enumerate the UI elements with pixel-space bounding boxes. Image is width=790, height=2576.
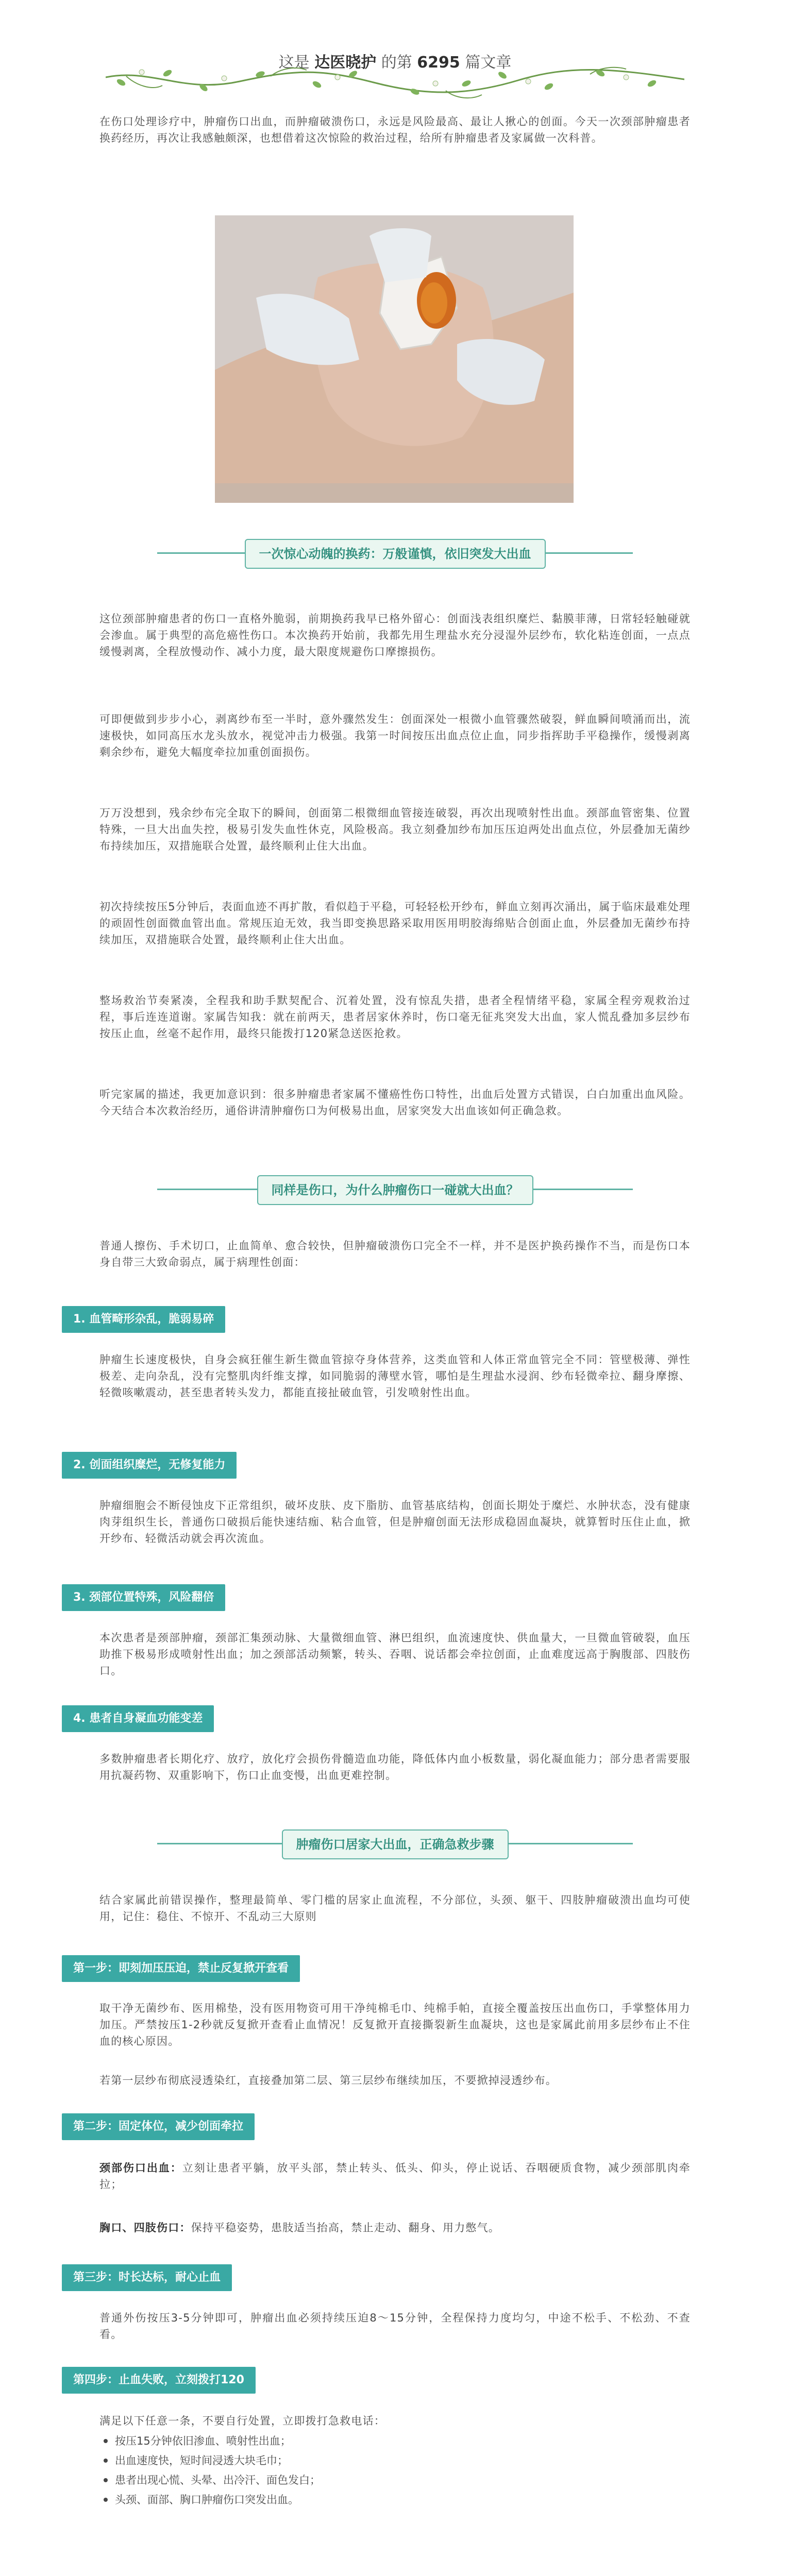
point-text: 多数肿瘤患者长期化疗、放疗，放化疗会损伤骨髓造血功能，降低体内血小板数量，弱化凝血能力；部分患者需要服用抗凝药物、双重影响下，伤口止血变慢，出血更难控制。	[99, 1753, 691, 1782]
list-item: 按压15分钟依旧渗血、喷射性出血；	[99, 2433, 691, 2449]
list-item: 患者出现心慌、头晕、出冷汗、面色发白；	[99, 2472, 691, 2488]
step-2-item: 颈部伤口出血：立刻让患者平躺，放平头部，禁止转头、低头、仰头，停止说话、吞咽硬质食物，减少颈部肌肉牵拉；	[99, 2162, 691, 2191]
step-4-heading: 第四步：止血失败，立刻拨打120	[62, 2367, 256, 2394]
point-text: 本次患者是颈部肿瘤，颈部汇集颈动脉、大量微细血管、淋巴组织，血流速度快、供血量大，一旦微血管破裂，血压助推下极易形成喷射性出血；加之颈部活动频繁，转头、吞咽、说话都会牵拉创面，止血难度远高于胸腹部、四肢伤口。	[99, 1632, 691, 1677]
bullet-icon	[104, 2478, 108, 2482]
step-1-text: 取干净无菌纱布、医用棉垫，没有医用物资可用干净纯棉毛巾、纯棉手帕，直接全覆盖按压出血伤口，手掌整体用力加压。严禁按压1-2秒就反复掀开查看止血情况！反复掀开直接撕裂新生血凝块，这也是家属此前用多层纱布止不住血的核心原因。	[99, 2002, 691, 2047]
section1-paragraph: 初次持续按压5分钟后，表面血迹不再扩散，看似趋于平稳，可轻轻松开纱布，鲜血立刻再次涌出，属于临床最难处理的顽固性创面微血管出血。常规压迫无效，我当即变换思路采取用医用明胶海绵贴合创面止血，外层叠加无菌纱布持续加压，双措施联合处置，最终顺利止住大出血。	[99, 901, 691, 946]
article-number: 6295	[417, 54, 460, 72]
subheading-vessel: 1. 血管畸形杂乱，脆弱易碎	[62, 1306, 225, 1333]
section-heading-2: 同样是伤口，为什么肿瘤伤口一碰就大出血？	[157, 1171, 633, 1209]
article-counter: 这是 达医晓护 的第 6295 篇文章	[278, 54, 512, 72]
section1-paragraph: 这位颈部肿瘤患者的伤口一直格外脆弱，前期换药我早已格外留心：创面浅表组织糜烂、黏膜菲薄，日常轻轻触碰就会渗血。属于典型的高危癌性伤口。本次换药开始前，我都先用生理盐水充分浸湿外层纱布，软化粘连创面，一点点缓慢剥离，全程放慢动作、减小力度，最大限度规避伤口摩擦损伤。	[99, 613, 691, 658]
section3-intro: 结合家属此前错误操作，整理最简单、零门槛的居家止血流程，不分部位，头颈、躯干、四肢肿瘤破溃出血均可使用，记住：稳住、不惊开、不乱动三大原则	[99, 1894, 691, 1923]
section1-paragraph: 整场救治节奏紧凑，全程我和助手默契配合、沉着处置，没有惊乱失措，患者全程情绪平稳，家属全程旁观救治过程，事后连连道谢。家属告知我：就在前两天，患者居家休养时，伤口毫无征兆突发大出血，家人慌乱叠加多层纱布按压止血，丝毫不起作用，最终只能拨打120紧急送医抢救。	[99, 994, 691, 1040]
step-3-text: 普通外伤按压3-5分钟即可，肿瘤出血必须持续压迫8～15分钟，全程保持力度均匀，中途不松手、不松劲、不查看。	[99, 2312, 691, 2341]
subheading-tissue: 2. 创面组织糜烂，无修复能力	[62, 1452, 237, 1479]
step-1-text: 若第一层纱布彻底浸透染红，直接叠加第二层、第三层纱布继续加压，不要掀掉浸透纱布。	[99, 2074, 557, 2087]
step-1-heading: 第一步：即刻加压压迫，禁止反复掀开查看	[62, 1955, 300, 1982]
bullet-icon	[104, 2459, 108, 2463]
intro-paragraph: 在伤口处理诊疗中，肿瘤伤口出血，而肿瘤破溃伤口，永远是风险最高、最让人揪心的创面。今天一次颈部肿瘤患者换药经历，再次让我感触颇深，也想借着这次惊险的救治过程，给所有肿瘤患者及家属做一次科普。	[99, 115, 691, 144]
wound-dressing-photo	[215, 215, 574, 503]
section2-intro: 普通人擦伤、手术切口，止血简单、愈合较快，但肿瘤破溃伤口完全不一样，并不是医护换药操作不当，而是伤口本身自带三大致命弱点，属于病理性创面：	[99, 1240, 691, 1268]
section-heading-1: 一次惊心动魄的换药：万般谨慎，依旧突发大出血	[157, 535, 633, 573]
account-name[interactable]: 达医晓护	[314, 54, 377, 72]
section1-paragraph: 万万没想到，残余纱布完全取下的瞬间，创面第二根微细血管接连破裂，再次出现喷射性出血。颈部血管密集、位置特殊，一旦大出血失控，极易引发失血性休克，风险极高。我立刻叠加纱布加压压迫两处出血点位，外层叠加无菌纱布持续加压，双措施联合处置，最终顺利止住大出血。	[99, 807, 691, 852]
step-2-item: 胸口、四肢伤口：保持平稳姿势，患肢适当抬高，禁止走动、翻身、用力憋气。	[99, 2222, 500, 2234]
point-text: 肿瘤细胞会不断侵蚀皮下正常组织，破坏皮肤、皮下脂肪、血管基底结构，创面长期处于糜烂、水肿状态，没有健康肉芽组织生长，普通伤口破损后能快速结痂、粘合血管，但是肿瘤创面无法形成稳固血凝块，就算暂时压住止血，掀开纱布、轻微活动就会再次流血。	[99, 1499, 691, 1545]
step-4-intro: 满足以下任意一条，不要自行处置，立即拨打急救电话：	[99, 2415, 385, 2427]
bullet-icon	[104, 2498, 108, 2502]
list-item: 头颈、面部、胸口肿瘤伤口突发出血。	[99, 2492, 691, 2508]
vine-divider-graphic	[106, 63, 684, 104]
subheading-neck: 3. 颈部位置特殊，风险翻倍	[62, 1584, 225, 1611]
bullet-icon	[104, 2439, 108, 2443]
step-2-heading: 第二步：固定体位，减少创面牵拉	[62, 2113, 255, 2140]
list-item: 出血速度快，短时间浸透大块毛巾；	[99, 2452, 691, 2469]
step-3-heading: 第三步：时长达标，耐心止血	[62, 2264, 232, 2291]
section1-paragraph: 可即便做到步步小心，剥离纱布至一半时，意外骤然发生：创面深处一根微小血管骤然破裂，鲜血瞬间喷涌而出，流速极快，如同高压水龙头放水，视觉冲击力极强。我第一时间按压出血点位止血，同步指挥助手平稳操作，缓慢剥离剩余纱布，避免大幅度牵拉加重创面损伤。	[99, 713, 691, 758]
section-heading-3: 肿瘤伤口居家大出血，正确急救步骤	[157, 1825, 633, 1863]
subheading-coagulation: 4. 患者自身凝血功能变差	[62, 1705, 214, 1732]
section1-paragraph: 听完家属的描述，我更加意识到：很多肿瘤患者家属不懂癌性伤口特性，出血后处置方式错误，白白加重出血风险。今天结合本次救治经历，通俗讲清肿瘤伤口为何极易出血，居家突发大出血该如何正确急救。	[99, 1088, 691, 1117]
point-text: 肿瘤生长速度极快，自身会疯狂催生新生微血管掠夺身体营养，这类血管和人体正常血管完全不同：管壁极薄、弹性极差、走向杂乱，没有完整肌肉纤维支撑，如同脆弱的薄壁水管，哪怕是生理盐水浸润、纱布轻微牵拉、翻身摩擦、轻微咳嗽震动，甚至患者转头发力，都能直接扯破血管，引发喷射性出血。	[99, 1353, 691, 1399]
